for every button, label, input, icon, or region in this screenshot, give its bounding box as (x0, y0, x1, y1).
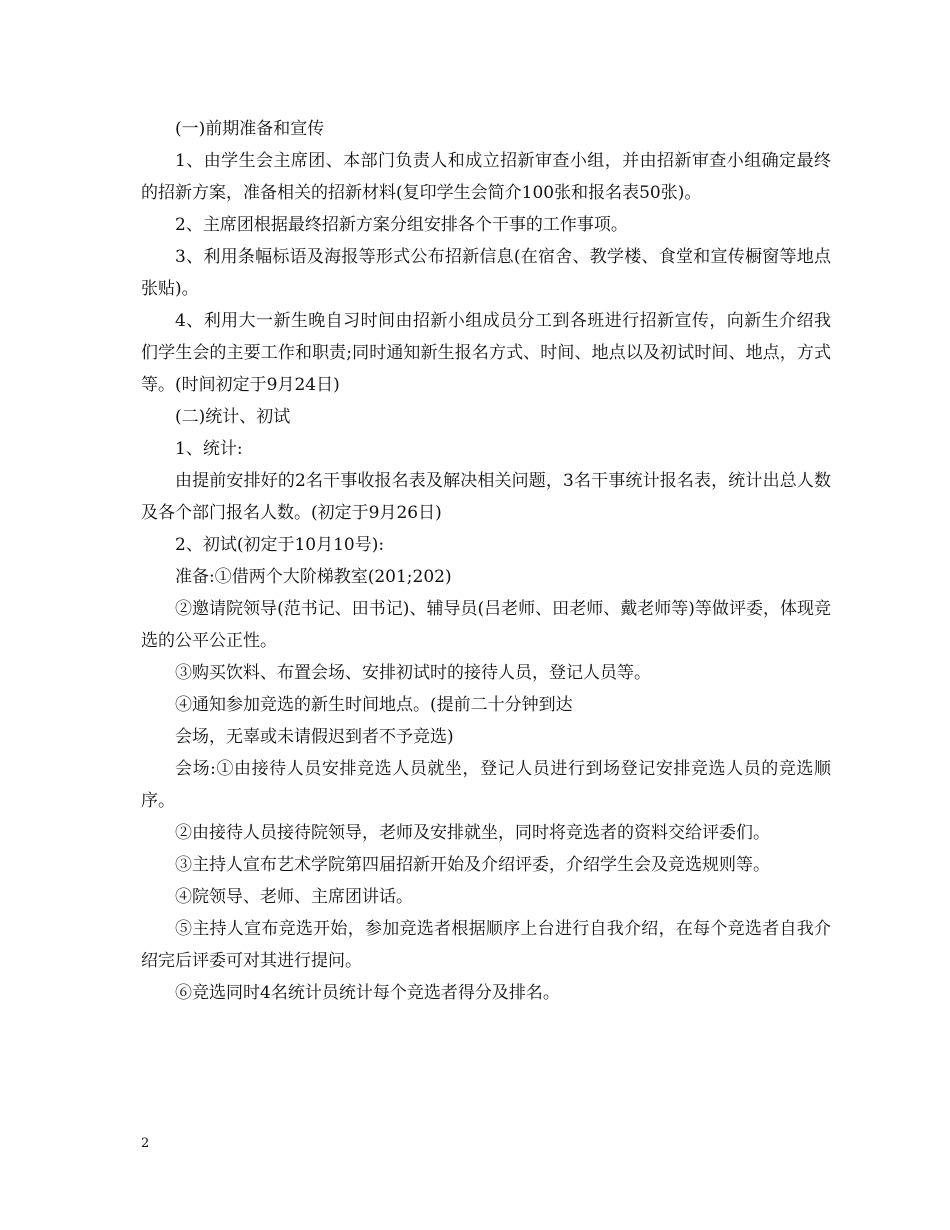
page-number: 2 (141, 1136, 150, 1151)
paragraph: ③主持人宣布艺术学院第四届招新开始及介绍评委，介绍学生会及竞选规则等。 (175, 855, 770, 875)
paragraph: 1、由学生会主席团、本部门负责人和成立招新审查小组，并由招新审查小组确定最终的招新方案，准备相关的招新材料(复印学生会简介100张和报名表50张)。 (141, 151, 831, 203)
paragraph: 1、统计: (175, 439, 243, 459)
section-heading-preparation: (一)前期准备和宣传 (175, 119, 325, 139)
paragraph: ②邀请院领导(范书记、田书记)、辅导员(吕老师、田老师、戴老师等)等做评委，体现竞选的公平公正性。 (141, 599, 831, 651)
paragraph: 由提前安排好的2名干事收报名表及解决相关问题，3名干事统计报名表，统计出总人数及各个部门报名人数。(初定于9月26日) (141, 471, 831, 523)
section-heading-statistics: (二)统计、初试 (175, 407, 291, 427)
paragraph: ②由接待人员接待院领导，老师及安排就坐，同时将竞选者的资料交给评委们。 (175, 823, 770, 843)
paragraph: 准备:①借两个大阶梯教室(201;202) (175, 567, 452, 587)
paragraph: 3、利用条幅标语及海报等形式公布招新信息(在宿舍、教学楼、食堂和宣传橱窗等地点张贴)。 (141, 247, 831, 299)
paragraph: 会场，无辜或未请假迟到者不予竞选) (175, 727, 454, 747)
paragraph: ⑥竞选同时4名统计员统计每个竞选者得分及排名。 (175, 983, 560, 1003)
paragraph: ③购买饮料、布置会场、安排初试时的接待人员，登记人员等。 (175, 663, 651, 683)
paragraph: 2、主席团根据最终招新方案分组安排各个干事的工作事项。 (175, 215, 628, 235)
paragraph: ④院领导、老师、主席团讲话。 (175, 887, 413, 907)
paragraph: 2、初试(初定于10月10号): (175, 535, 385, 555)
paragraph: ⑤主持人宣布竞选开始，参加竞选者根据顺序上台进行自我介绍，在每个竞选者自我介绍完后评委可对其进行提问。 (141, 919, 831, 971)
paragraph: ④通知参加竞选的新生时间地点。(提前二十分钟到达 (175, 695, 573, 715)
document-body (141, 113, 831, 1009)
paragraph: 4、利用大一新生晚自习时间由招新小组成员分工到各班进行招新宣传，向新生介绍我们学生会的主要工作和职责;同时通知新生报名方式、时间、地点以及初试时间、地点，方式等。(时间初定于9月24日) (141, 311, 831, 395)
paragraph: 会场:①由接待人员安排竞选人员就坐，登记人员进行到场登记安排竞选人员的竞选顺序。 (141, 759, 831, 811)
